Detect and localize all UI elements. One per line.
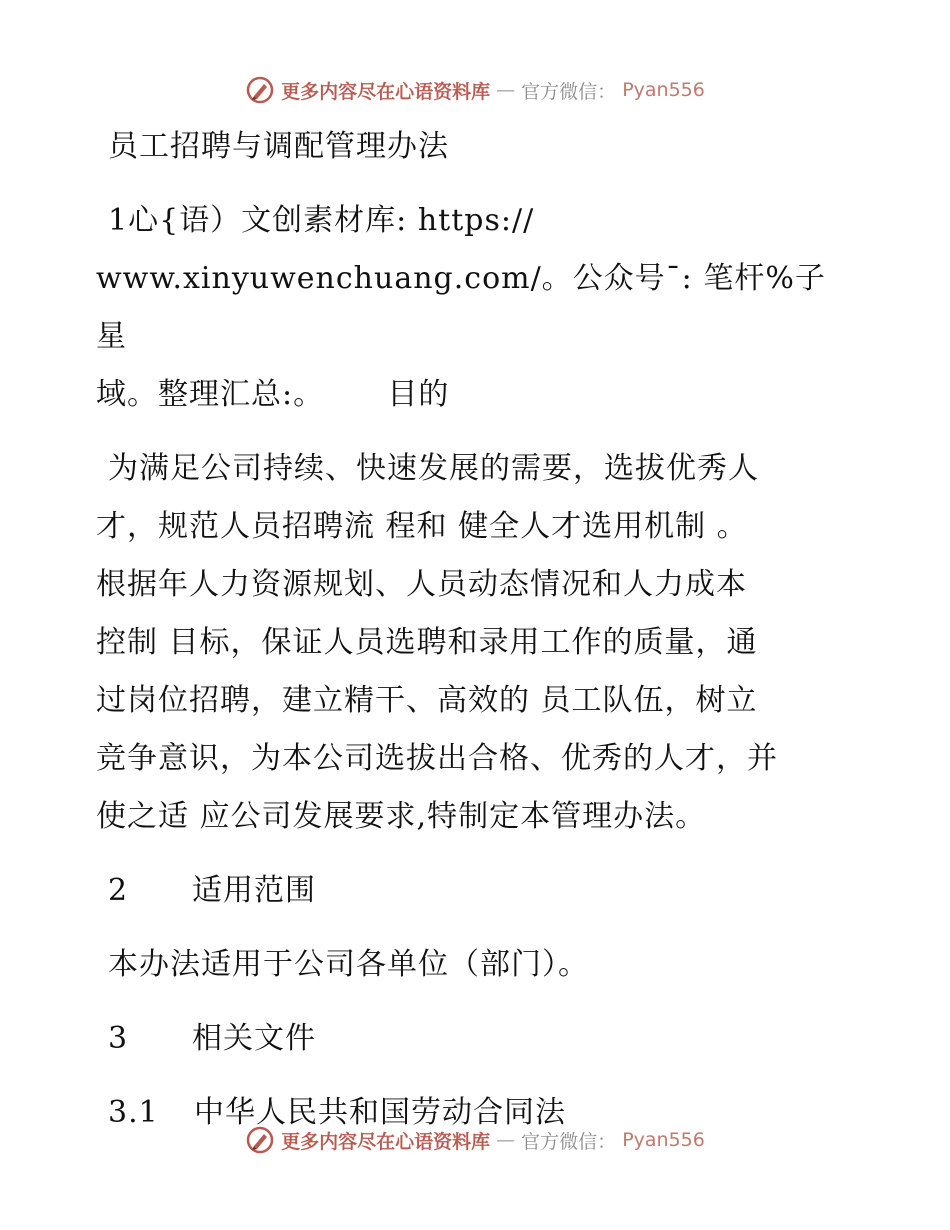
watermark-brand: 更多内容尽在心语资料库	[281, 1130, 491, 1153]
watermark-id: Pyan556	[622, 79, 705, 101]
intro-line: 域。整理汇总:。 目的	[96, 377, 450, 412]
watermark-dash: —	[496, 79, 516, 101]
pen-logo-icon	[245, 75, 275, 105]
watermark-bottom	[0, 1120, 950, 1160]
section-title: 中华人民共和国劳动合同法	[194, 1095, 566, 1130]
pen-logo-icon	[245, 1125, 275, 1155]
section-title: 适用范围	[192, 873, 316, 908]
section-title: 相关文件	[192, 1021, 316, 1056]
watermark-id: Pyan556	[622, 1129, 705, 1151]
purpose-line: 根据年人力资源规划、人员动态情况和人力成本	[96, 567, 747, 602]
watermark-brand: 更多内容尽在心语资料库	[281, 80, 491, 103]
purpose-line: 为满足公司持续、快速发展的需要，选拔优秀人	[108, 451, 759, 486]
doc-title: 员工招聘与调配管理办法	[108, 129, 449, 164]
purpose-line: 过岗位招聘，建立精干、高效的 员工队伍，树立	[96, 683, 758, 718]
watermark-top	[0, 70, 950, 110]
document-body	[96, 118, 856, 1142]
purpose-line: 才，规范人员招聘流 程和 健全人才选用机制 。	[96, 509, 748, 544]
scope-text: 本办法适用于公司各单位（部门）。	[108, 947, 589, 982]
watermark-dash: —	[496, 1129, 516, 1151]
purpose-paragraph	[96, 440, 856, 846]
purpose-line: 竞争意识，为本公司选拔出合格、优秀的人才，并	[96, 741, 778, 776]
purpose-line: 使之适 应公司发展要求,特制定本管理办法。	[96, 799, 707, 834]
intro-line: www.xinyuwenchuang.com/。公众号¯: 笔杆%子星	[96, 261, 826, 354]
section-number: 2	[108, 873, 129, 908]
intro-block	[96, 192, 856, 424]
section-heading-2	[96, 862, 856, 920]
purpose-line: 控制 目标，保证人员选聘和录用工作的质量，通	[96, 625, 758, 660]
section-number: 3	[108, 1021, 129, 1056]
section-number: 3.1	[108, 1095, 159, 1130]
watermark-official: 官方微信：	[521, 1130, 617, 1153]
section-heading-3	[96, 1010, 856, 1068]
watermark-official: 官方微信：	[521, 80, 617, 103]
intro-line: 1心{语）文创素材库: https://	[108, 203, 535, 238]
